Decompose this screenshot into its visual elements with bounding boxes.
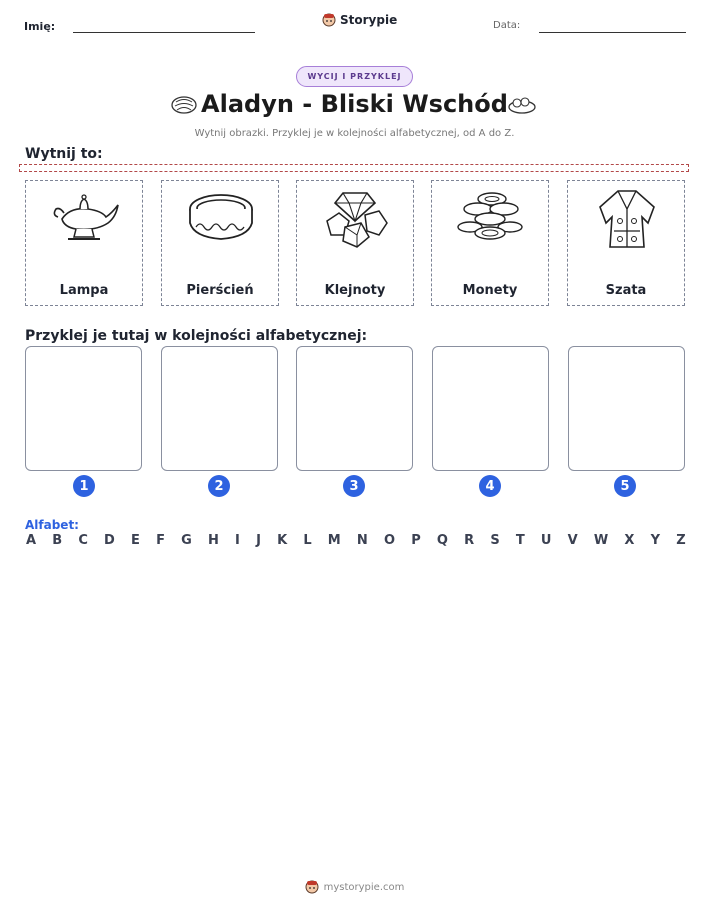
alphabet-letter: R <box>464 533 475 548</box>
instructions: Wytnij obrazki. Przyklej je w kolejności alfabetycznej, od A do Z. <box>194 128 515 139</box>
alphabet-letter: J <box>256 533 261 548</box>
jewels-icon <box>321 187 391 251</box>
paste-box-5[interactable] <box>568 346 685 471</box>
cut-card-label: Szata <box>605 283 647 298</box>
cut-card-label: Lampa <box>59 283 109 298</box>
cut-card-lampa[interactable] <box>25 180 143 306</box>
alphabet-letter: L <box>303 533 312 548</box>
alphabet-letter: C <box>78 533 88 548</box>
cut-card-label: Monety <box>462 283 518 298</box>
ring-icon <box>186 187 256 247</box>
cut-card-monety[interactable] <box>431 180 549 306</box>
footer <box>0 880 709 894</box>
date-label: Data: <box>493 20 521 31</box>
brand-logo <box>322 13 397 27</box>
storypie-mascot-icon <box>322 13 336 27</box>
alphabet-letter: S <box>490 533 500 548</box>
alphabet-letter: X <box>624 533 635 548</box>
paste-box-1[interactable] <box>25 346 142 471</box>
alphabet-letter: Z <box>676 533 686 548</box>
cut-line <box>19 164 689 172</box>
alphabet-letter: I <box>235 533 240 548</box>
storypie-mascot-icon <box>305 880 319 894</box>
alphabet-letter: E <box>131 533 140 548</box>
alphabet-letter: Y <box>650 533 661 548</box>
alphabet-letter: D <box>104 533 115 548</box>
oil-lamp-icon <box>50 187 120 247</box>
cut-card-label: Klejnoty <box>324 283 386 298</box>
cut-card-szata[interactable] <box>567 180 685 306</box>
cut-card-klejnoty[interactable] <box>296 180 414 306</box>
alphabet-letter: K <box>277 533 288 548</box>
alphabet-letter: G <box>181 533 192 548</box>
alphabet-label: Alfabet: <box>25 518 79 532</box>
activity-badge: WYCIJ I PRZYKLEJ <box>296 66 413 87</box>
alphabet-row <box>26 533 686 548</box>
number-badge-4: 4 <box>479 475 501 497</box>
name-line[interactable] <box>73 32 255 33</box>
number-badge-3: 3 <box>343 475 365 497</box>
robe-icon <box>592 187 662 251</box>
name-label: Imię: <box>24 20 56 33</box>
alphabet-letter: B <box>52 533 63 548</box>
number-badge-1: 1 <box>73 475 95 497</box>
cut-card-pierscien[interactable] <box>161 180 279 306</box>
paste-box-4[interactable] <box>432 346 549 471</box>
alphabet-letter: Q <box>436 533 448 548</box>
alphabet-letter: U <box>540 533 552 548</box>
alphabet-letter: A <box>26 533 37 548</box>
dish-icon <box>507 93 537 119</box>
alphabet-letter: N <box>356 533 368 548</box>
footer-url[interactable]: mystorypie.com <box>323 881 405 893</box>
alphabet-letter: P <box>411 533 421 548</box>
number-badge-5: 5 <box>614 475 636 497</box>
alphabet-letter: W <box>593 533 609 548</box>
page-title: Aladyn - Bliski Wschód <box>201 90 508 118</box>
alphabet-letter: M <box>327 533 341 548</box>
cut-section-label: Wytnij to: <box>25 146 103 162</box>
alphabet-letter: V <box>567 533 578 548</box>
number-badge-2: 2 <box>208 475 230 497</box>
alphabet-letter: H <box>207 533 219 548</box>
cut-card-label: Pierścień <box>186 283 254 298</box>
alphabet-letter: F <box>156 533 165 548</box>
alphabet-letter: T <box>515 533 525 548</box>
date-line[interactable] <box>539 32 686 33</box>
paste-box-3[interactable] <box>296 346 413 471</box>
paste-box-2[interactable] <box>161 346 278 471</box>
paste-section-label: Przyklej je tutaj w kolejności alfabetycznej: <box>25 328 368 344</box>
alphabet-letter: O <box>383 533 396 548</box>
brand-name: Storypie <box>340 13 398 27</box>
coins-icon <box>456 187 526 249</box>
